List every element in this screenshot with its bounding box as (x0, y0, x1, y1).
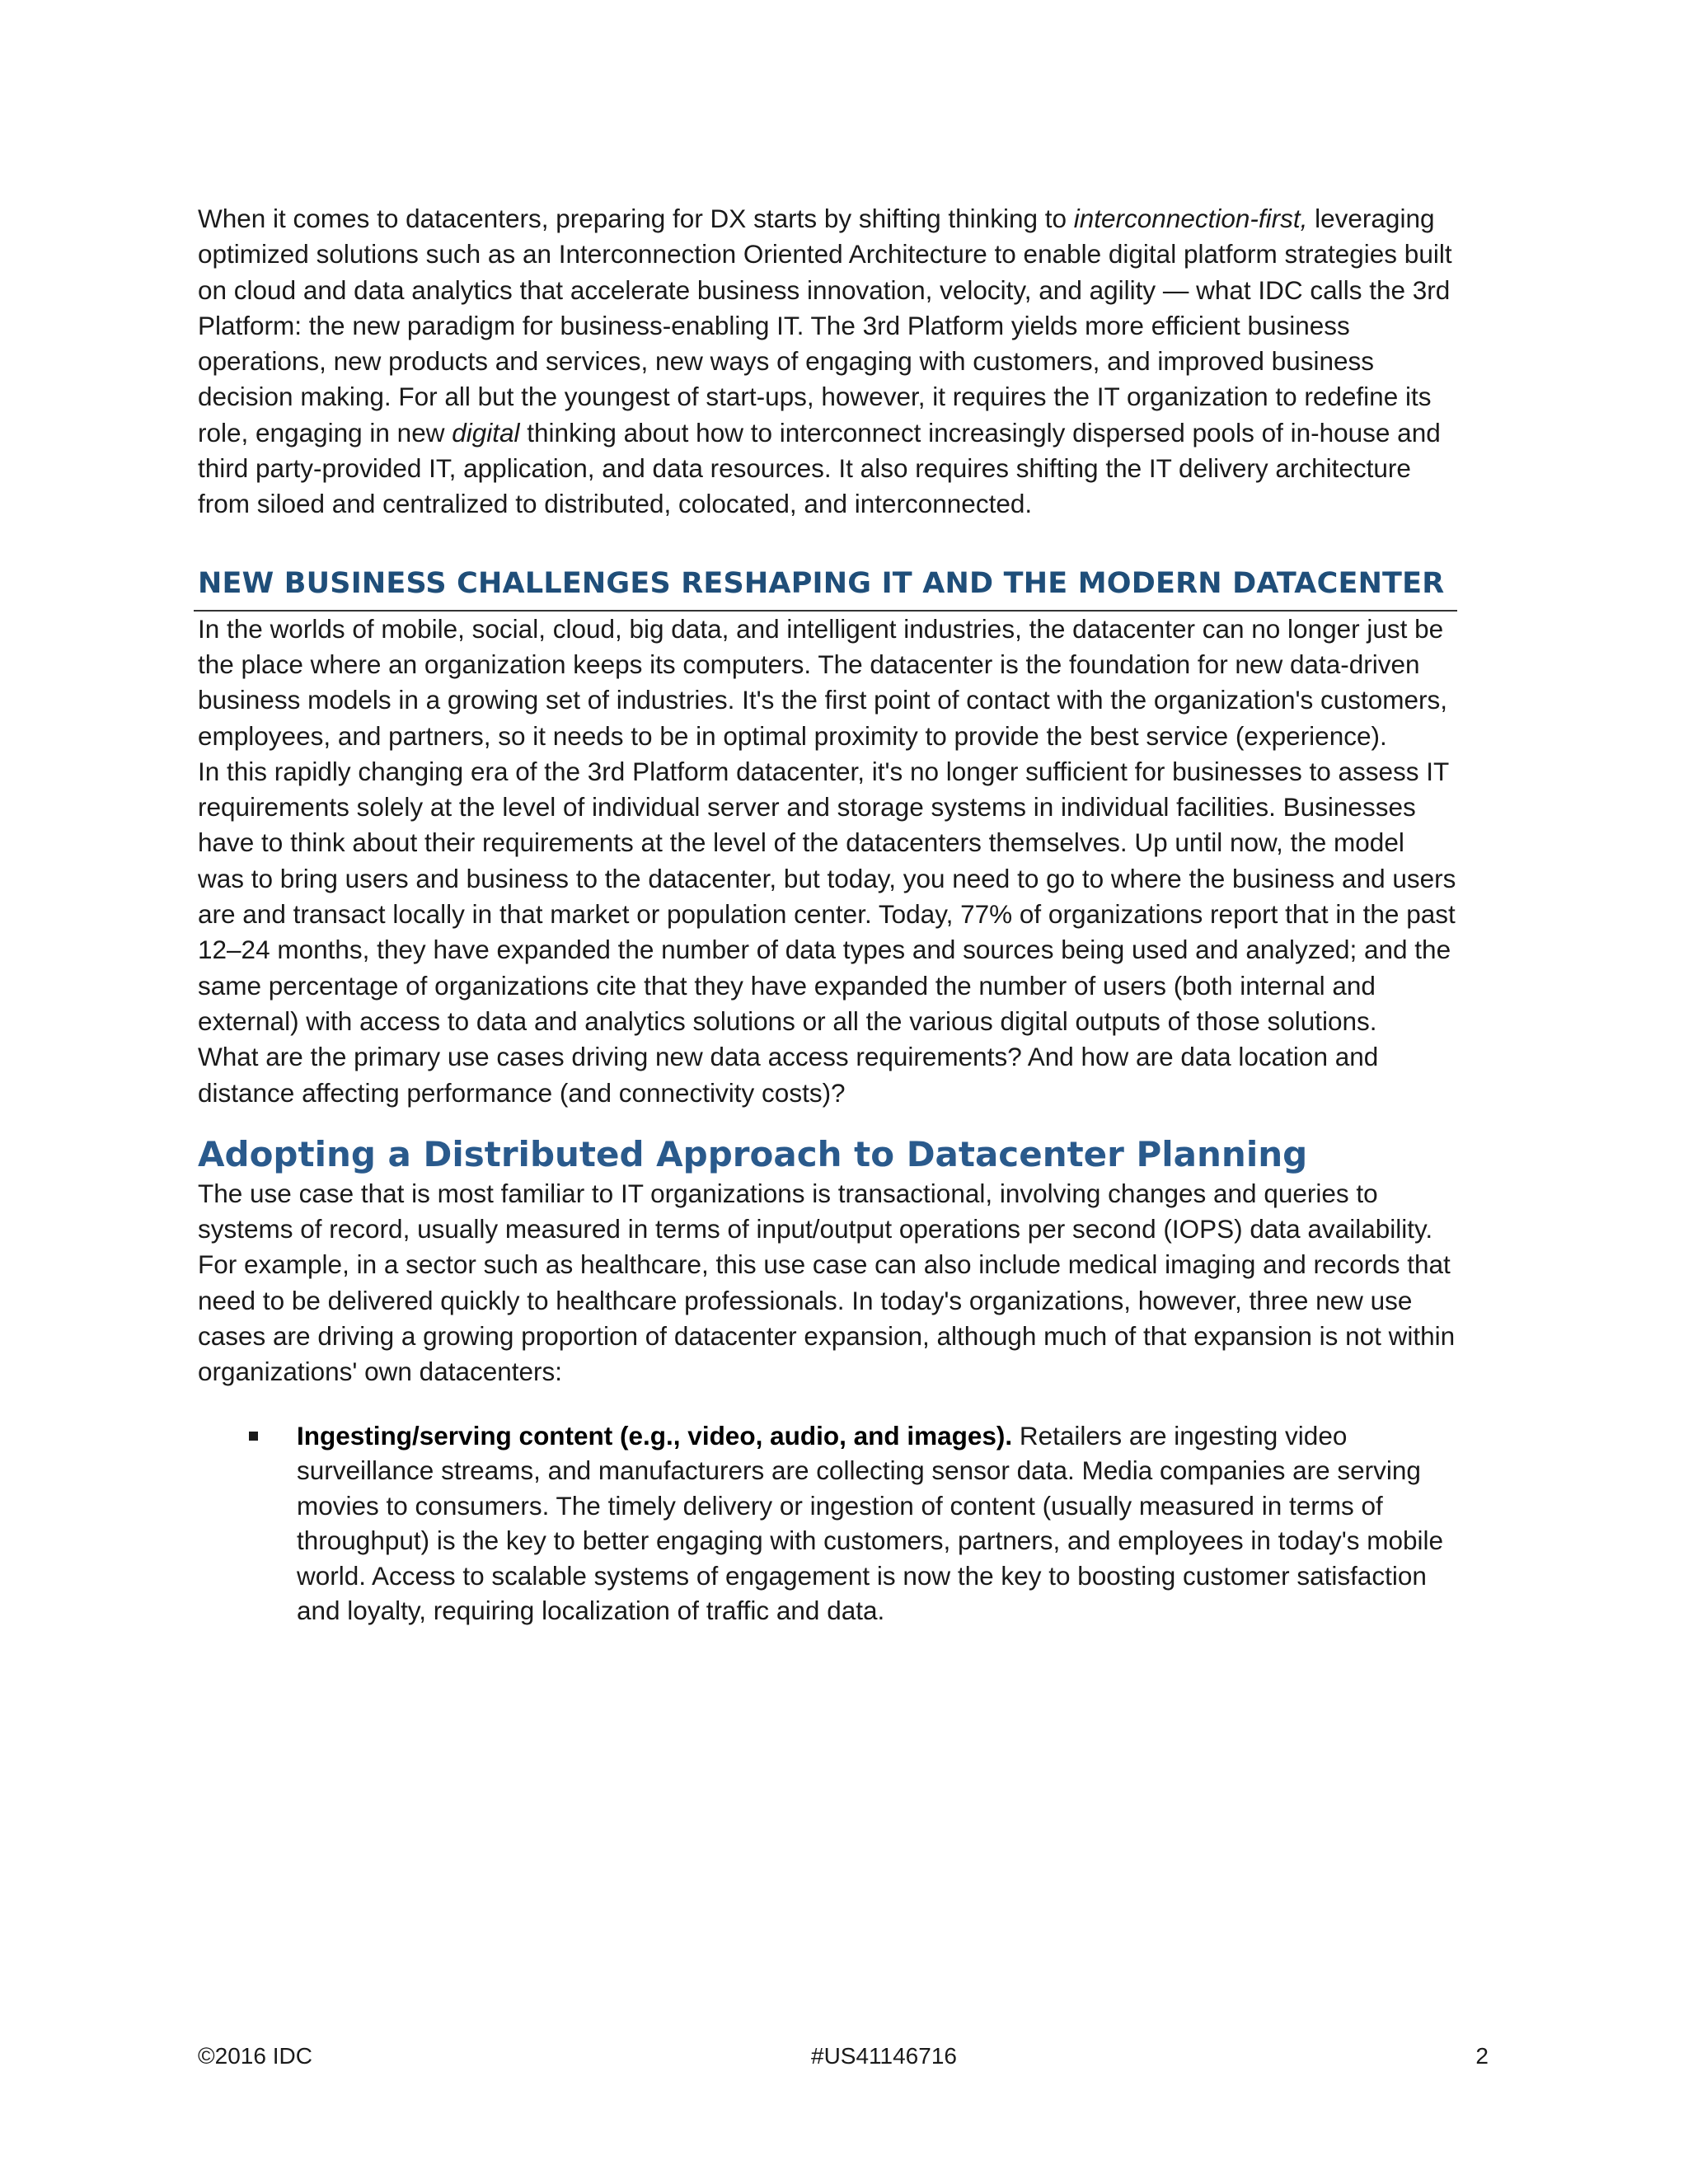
list-item-text: Retailers are ingesting video surveillance streams, and manufacturers are collecting sensor data. Media companies are serving movies to consumers. The timely delivery or ingestion of content (usually measured in terms of throughput) is the key to better engaging with customers, partners, and employees in today's mobile world. Access to scalable systems of engagement is now the key to boosting customer satisfaction and loyalty, requiring localization of traffic and data. (297, 1420, 1444, 1626)
square-bullet-icon (249, 1432, 258, 1441)
intro-text-c: thinking about how to interconnect increasingly dispersed pools of in-house and third party-provided IT, application, and data resources. It also requires shifting the IT delivery architecture from siloed and centralized to distributed, colocated, and interconnected. (198, 417, 1441, 519)
footer-page-number: 2 (1475, 2043, 1489, 2069)
section2-paragraph-1: The use case that is most familiar to IT organizations is transactional, involving changes and queries to systems of record, usually measured in terms of input/output operations per second (IOPS) data availability. For example, in a sector such as healthcare, this use case can also include medical imaging and records that need to be delivered quickly to healthcare professionals. In today's organizations, however, three new use cases are driving a growing proportion of datacenter expansion, although much of that expansion is not within organizations' own datacenters: (198, 1178, 1456, 1387)
footer-doc-id: #US41146716 (811, 2043, 957, 2069)
list-item-lead: Ingesting/serving content (e.g., video, audio, and images). (297, 1420, 1013, 1451)
section-heading-business-challenges: NEW BUSINESS CHALLENGES RESHAPING IT AND THE MODERN DATACENTER (198, 566, 1445, 600)
use-case-list (198, 1418, 1457, 1629)
document-page (198, 201, 1457, 1629)
list-item (198, 1418, 1457, 1629)
subsection-heading-distributed-approach: Adopting a Distributed Approach to Datacenter Planning (198, 1133, 1308, 1174)
footer-copyright: ©2016 IDC (198, 2043, 312, 2069)
section1-paragraph-3: What are the primary use cases driving new data access requirements? And how are data location and distance affecting performance (and connectivity costs)? (198, 1042, 1379, 1108)
intro-text-b: leveraging optimized solutions such as an Interconnection Oriented Architecture to enable digital platform strategies built on cloud and data analytics that accelerate business innovation, velocity, and agility — what IDC calls the 3rd Platform: the new paradigm for business-enabling IT. The 3rd Platform yields more efficient business operations, new products and services, new ways of engaging with customers, and improved business decision making. For all but the youngest of start-ups, however, it requires the IT organization to redefine its role, engaging in new (198, 204, 1452, 448)
intro-emphasis-digital: digital (452, 417, 520, 448)
intro-text-a: When it comes to datacenters, preparing for DX starts by shifting thinking to (198, 204, 1074, 233)
section1-paragraph-2: In this rapidly changing era of the 3rd Platform datacenter, it's no longer sufficient for businesses to assess IT requirements solely at the level of individual server and storage systems in individual facilities. Businesses have to think about their requirements at the level of the datacenters themselves. Up until now, the model was to bring users and business to the datacenter, but today, you need to go to where the business and users are and transact locally in that market or population center. Today, 77% of organizations report that in the past 12–24 months, they have expanded the number of data types and sources being used and analyzed; and the same percentage of organizations cite that they have expanded the number of users (both internal and external) with access to data and analytics solutions or all the various digital outputs of those solutions. (198, 756, 1456, 1036)
intro-emphasis-interconnection-first: interconnection-first, (1073, 204, 1308, 233)
section1-paragraph-1: In the worlds of mobile, social, cloud, big data, and intelligent industries, the datacenter can no longer just be the place where an organization keeps its computers. The datacenter is the foundation for new data-driven business models in a growing set of industries. It's the first point of contact with the organization's customers, employees, and partners, so it needs to be in optimal proximity to provide the best service (experience). (198, 613, 1448, 751)
intro-paragraph (198, 201, 1457, 523)
page-footer (198, 2040, 1489, 2073)
